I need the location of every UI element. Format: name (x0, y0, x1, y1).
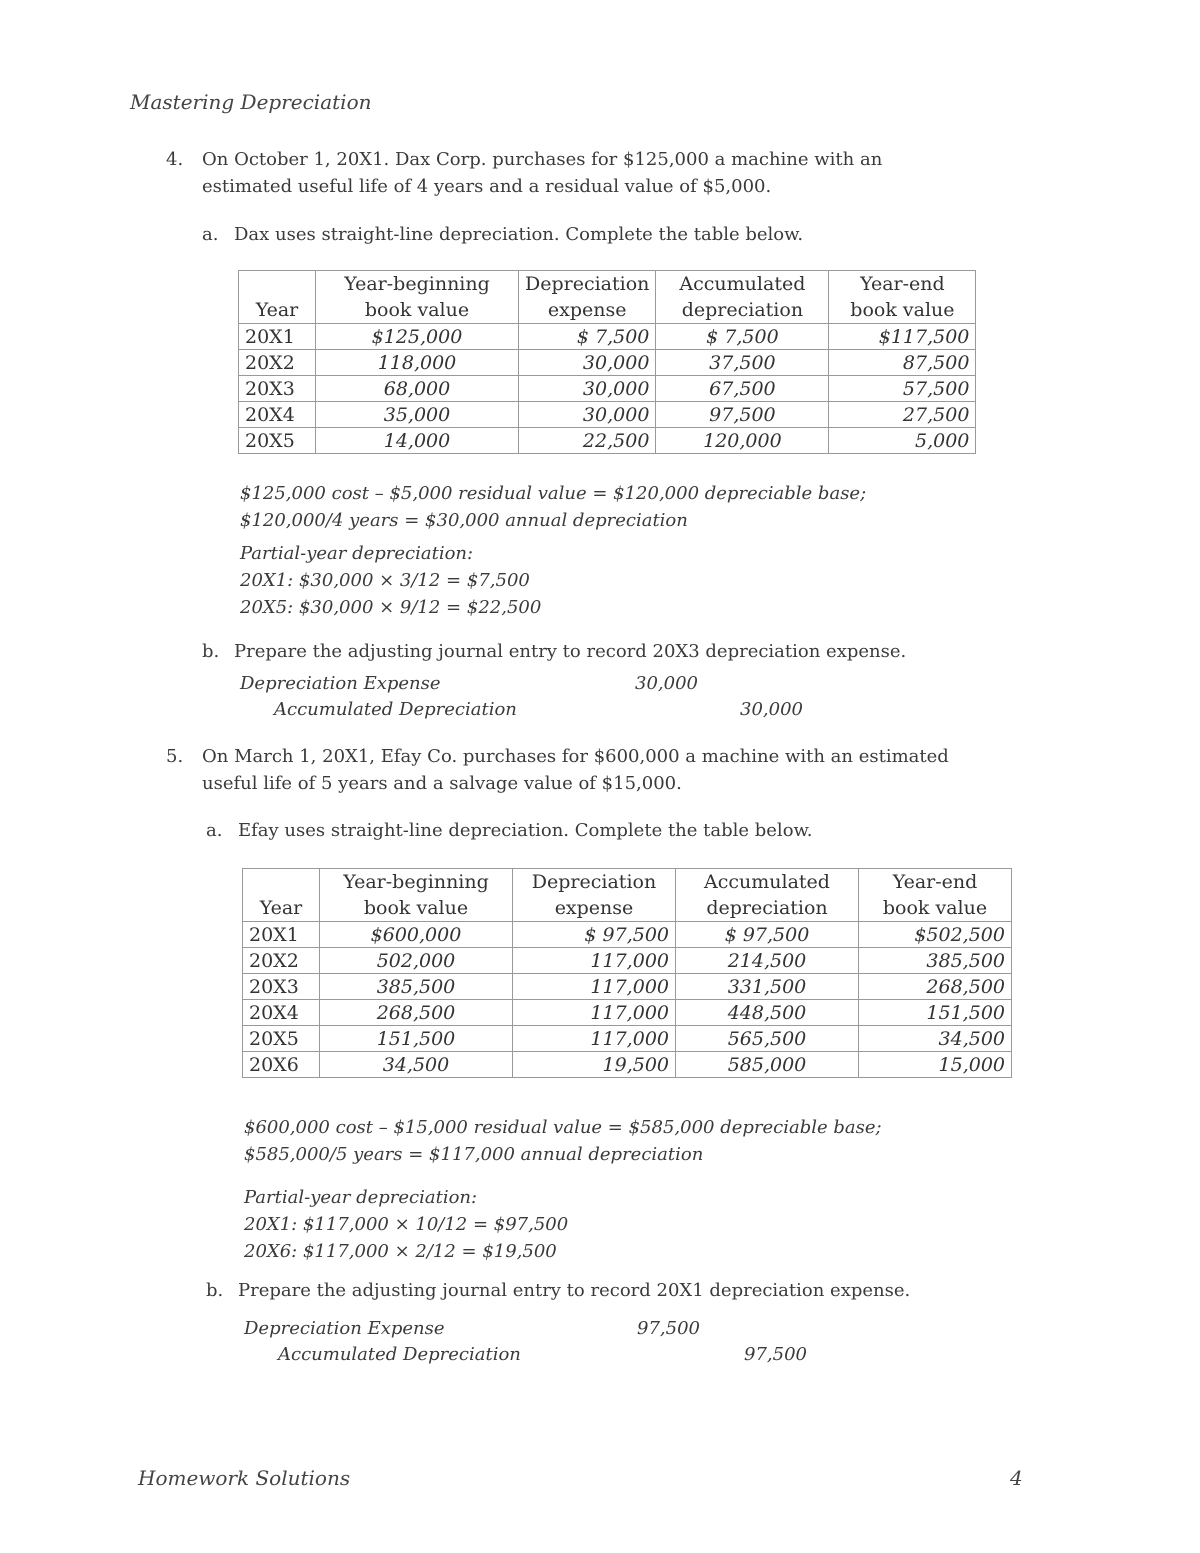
cell-accumulated: 37,500 (656, 350, 829, 376)
problem-5-part-b (206, 1280, 910, 1301)
cell-beginning-value: 68,000 (316, 376, 519, 402)
cell-expense: 117,000 (513, 1000, 676, 1026)
cell-expense: 19,500 (513, 1052, 676, 1078)
column-header-line: Year-beginning (343, 871, 489, 893)
column-header-line: book value (882, 897, 988, 919)
problem-5-depreciation-table (242, 868, 1012, 1078)
problem-5-text-line1: On March 1, 20X1, Efay Co. purchases for $600,000 a machine with an estimated (202, 746, 949, 767)
table-row (239, 324, 976, 350)
cell-year: 20X5 (243, 1026, 320, 1052)
cell-expense: 117,000 (513, 1026, 676, 1052)
table-row (243, 974, 1012, 1000)
cell-accumulated: 120,000 (656, 428, 829, 454)
cell-accumulated: 585,000 (676, 1052, 859, 1078)
table-row (243, 922, 1012, 948)
page-number: 4 (1010, 1466, 1023, 1490)
cell-beginning-value: 35,000 (316, 402, 519, 428)
column-header-line: Depreciation (525, 273, 650, 295)
debit-account: Depreciation Expense (240, 673, 441, 694)
cell-accumulated: 331,500 (676, 974, 859, 1000)
note-line: Partial-year depreciation: (240, 543, 474, 564)
problem-5-part-a-text: Efay uses straight-line depreciation. Complete the table below. (238, 820, 813, 841)
note-line: Partial-year depreciation: (244, 1187, 478, 1208)
cell-expense: 117,000 (513, 974, 676, 1000)
table-row (239, 376, 976, 402)
problem-5-part-b-text: Prepare the adjusting journal entry to record 20X1 depreciation expense. (238, 1280, 911, 1301)
col-beginning-book-value (316, 271, 519, 324)
cell-accumulated: 97,500 (656, 402, 829, 428)
cell-accumulated: $ 97,500 (676, 922, 859, 948)
col-beginning-book-value (320, 869, 513, 922)
cell-end-value: 57,500 (829, 376, 976, 402)
problem-4-number: 4. (166, 149, 184, 170)
cell-beginning-value: 385,500 (320, 974, 513, 1000)
cell-year: 20X5 (239, 428, 316, 454)
cell-accumulated: 448,500 (676, 1000, 859, 1026)
cell-year: 20X4 (243, 1000, 320, 1026)
cell-end-value: $117,500 (829, 324, 976, 350)
problem-5-journal-entry (244, 1318, 884, 1370)
problem-4-depreciation-table (238, 270, 976, 454)
cell-end-value: 87,500 (829, 350, 976, 376)
column-header-line: book value (850, 299, 955, 321)
problem-4-part-b-text: Prepare the adjusting journal entry to record 20X3 depreciation expense. (234, 641, 907, 662)
note-line: $585,000/5 years = $117,000 annual depreciation (244, 1144, 704, 1165)
cell-beginning-value: 34,500 (320, 1052, 513, 1078)
note-line: 20X1: $117,000 × 10/12 = $97,500 (244, 1214, 569, 1235)
column-header-line: expense (547, 299, 627, 321)
cell-year: 20X1 (239, 324, 316, 350)
col-year (239, 271, 316, 324)
col-depreciation-expense (519, 271, 656, 324)
column-header-line: depreciation (706, 897, 828, 919)
col-accumulated-depreciation (676, 869, 859, 922)
cell-end-value: 15,000 (859, 1052, 1012, 1078)
problem-4-statement (166, 146, 882, 200)
cell-accumulated: 67,500 (656, 376, 829, 402)
col-year-end-book-value (859, 869, 1012, 922)
cell-beginning-value: $125,000 (316, 324, 519, 350)
table-row (239, 428, 976, 454)
cell-beginning-value: 151,500 (320, 1026, 513, 1052)
credit-amount: 97,500 (744, 1344, 807, 1365)
table-row (243, 1026, 1012, 1052)
credit-account: Accumulated Depreciation (274, 699, 517, 720)
column-header-line: Accumulated (704, 871, 830, 893)
problem-5-number: 5. (166, 746, 184, 767)
problem-4-text-line1: On October 1, 20X1. Dax Corp. purchases for $125,000 a machine with an (202, 149, 883, 170)
problem-4-journal-entry (240, 673, 880, 725)
problem-4-part-b-letter: b. (202, 641, 220, 662)
cell-beginning-value: 268,500 (320, 1000, 513, 1026)
table-row (239, 402, 976, 428)
column-header-line: Accumulated (679, 273, 806, 295)
column-header-line: Year (255, 299, 299, 321)
problem-5-text-line2: useful life of 5 years and a salvage value of $15,000. (202, 773, 682, 794)
cell-expense: 30,000 (519, 350, 656, 376)
cell-expense: $ 97,500 (513, 922, 676, 948)
note-line: 20X6: $117,000 × 2/12 = $19,500 (244, 1241, 557, 1262)
col-accumulated-depreciation (656, 271, 829, 324)
credit-amount: 30,000 (740, 699, 803, 720)
column-header-line: Depreciation (531, 871, 657, 893)
col-year-end-book-value (829, 271, 976, 324)
cell-end-value: $502,500 (859, 922, 1012, 948)
cell-expense: 30,000 (519, 376, 656, 402)
column-header-line: book value (364, 299, 470, 321)
problem-4-part-b (202, 641, 906, 662)
note-line: $600,000 cost – $15,000 residual value = $585,000 depreciable base; (244, 1117, 882, 1138)
cell-year: 20X2 (239, 350, 316, 376)
column-header-line: Year-end (860, 273, 945, 295)
table-row (243, 948, 1012, 974)
problem-5-part-a-letter: a. (206, 820, 223, 841)
cell-year: 20X6 (243, 1052, 320, 1078)
column-header-line: Year-end (892, 871, 978, 893)
cell-expense: 117,000 (513, 948, 676, 974)
col-depreciation-expense (513, 869, 676, 922)
cell-year: 20X3 (243, 974, 320, 1000)
note-line: 20X1: $30,000 × 3/12 = $7,500 (240, 570, 530, 591)
problem-4-part-a-letter: a. (202, 224, 219, 245)
cell-accumulated: 214,500 (676, 948, 859, 974)
table-header-row (243, 869, 1012, 922)
col-year (243, 869, 320, 922)
cell-year: 20X3 (239, 376, 316, 402)
debit-account: Depreciation Expense (244, 1318, 445, 1339)
note-line: $125,000 cost – $5,000 residual value = $120,000 depreciable base; (240, 483, 867, 504)
cell-accumulated: 565,500 (676, 1026, 859, 1052)
column-header-line: Year-beginning (344, 273, 490, 295)
cell-end-value: 385,500 (859, 948, 1012, 974)
cell-end-value: 151,500 (859, 1000, 1012, 1026)
cell-expense: 30,000 (519, 402, 656, 428)
cell-beginning-value: $600,000 (320, 922, 513, 948)
cell-expense: $ 7,500 (519, 324, 656, 350)
problem-5-notes (244, 1114, 882, 1265)
table-row (239, 350, 976, 376)
note-line: 20X5: $30,000 × 9/12 = $22,500 (240, 597, 542, 618)
cell-year: 20X2 (243, 948, 320, 974)
problem-5-part-b-letter: b. (206, 1280, 224, 1301)
cell-expense: 22,500 (519, 428, 656, 454)
column-header-line: depreciation (681, 299, 804, 321)
cell-year: 20X4 (239, 402, 316, 428)
table-row (243, 1000, 1012, 1026)
column-header-line: expense (554, 897, 634, 919)
problem-5-statement (166, 743, 949, 797)
problem-5-part-a (206, 820, 813, 841)
debit-amount: 30,000 (635, 673, 698, 694)
table-header-row (239, 271, 976, 324)
note-line: $120,000/4 years = $30,000 annual depreciation (240, 510, 688, 531)
cell-year: 20X1 (243, 922, 320, 948)
table-row (243, 1052, 1012, 1078)
cell-end-value: 5,000 (829, 428, 976, 454)
cell-end-value: 27,500 (829, 402, 976, 428)
cell-accumulated: $ 7,500 (656, 324, 829, 350)
cell-end-value: 268,500 (859, 974, 1012, 1000)
problem-4-part-a (202, 224, 803, 245)
problem-4-part-a-text: Dax uses straight-line depreciation. Complete the table below. (234, 224, 804, 245)
problem-4-notes (240, 480, 866, 621)
page-footer: Homework Solutions (138, 1466, 351, 1490)
cell-beginning-value: 118,000 (316, 350, 519, 376)
cell-beginning-value: 502,000 (320, 948, 513, 974)
page-header: Mastering Depreciation (130, 90, 372, 114)
problem-4-text-line2: estimated useful life of 4 years and a residual value of $5,000. (202, 176, 772, 197)
credit-account: Accumulated Depreciation (278, 1344, 521, 1365)
cell-beginning-value: 14,000 (316, 428, 519, 454)
debit-amount: 97,500 (637, 1318, 700, 1339)
column-header-line: Year (259, 897, 303, 919)
column-header-line: book value (363, 897, 469, 919)
cell-end-value: 34,500 (859, 1026, 1012, 1052)
